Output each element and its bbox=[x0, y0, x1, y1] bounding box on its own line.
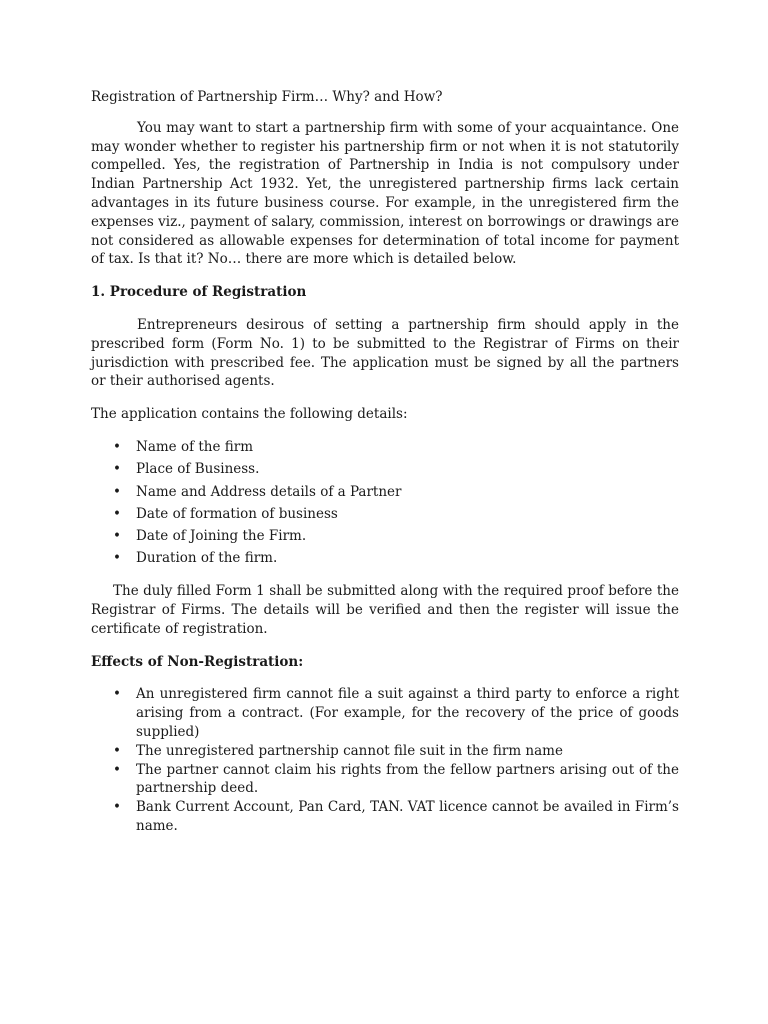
details-intro: The application contains the following details: bbox=[91, 406, 408, 423]
effects-list bbox=[91, 685, 679, 835]
bullet-icon: • bbox=[113, 742, 121, 759]
list-item bbox=[91, 527, 679, 546]
section-heading-effects: Effects of Non-Registration: bbox=[91, 653, 304, 670]
list-item-text: Name of the firm bbox=[136, 438, 254, 455]
intro-paragraph: You may want to start a partnership firm with some of your acquaintance. One may wonder whether to register his partnership firm or not when it is not statutorily compelled. Yes, the registration of Partnership in India is not compulsory under Indian Partnership Act 1932. Yet, the unregistered partnership firms lack certain advantages in its future business course. For example, in the unregistered firm the expenses viz., payment of salary, commission, interest on borrowings or drawings are not considered as allowable expenses for determination of total income for payment of tax. Is that it? No… there are more which is detailed below. bbox=[91, 119, 679, 268]
bullet-icon: • bbox=[113, 438, 121, 455]
bullet-icon: • bbox=[113, 799, 121, 816]
list-item bbox=[91, 549, 679, 568]
closing-paragraph: The duly filled Form 1 shall be submitted along with the required proof before the Registrar of Firms. The details will be verified and then the register will issue the certificate of registration. bbox=[91, 583, 679, 637]
list-item-text: Date of Joining the Firm. bbox=[136, 528, 307, 545]
list-item bbox=[91, 798, 679, 836]
list-item bbox=[91, 460, 679, 479]
document-page bbox=[91, 88, 679, 850]
list-item-text: Duration of the firm. bbox=[136, 550, 278, 567]
list-item bbox=[91, 483, 679, 502]
list-item bbox=[91, 761, 679, 799]
list-item-text: Place of Business. bbox=[136, 461, 260, 478]
details-list bbox=[91, 438, 679, 568]
bullet-icon: • bbox=[113, 483, 121, 500]
bullet-icon: • bbox=[113, 686, 121, 703]
list-item-text: The partner cannot claim his rights from the fellow partners arising out of the partnership deed. bbox=[136, 761, 679, 797]
list-item-text: Date of formation of business bbox=[136, 505, 338, 522]
list-item bbox=[91, 505, 679, 524]
bullet-icon: • bbox=[113, 528, 121, 545]
list-item-text: Bank Current Account, Pan Card, TAN. VAT licence cannot be availed in Firm’s name. bbox=[136, 799, 679, 834]
list-item-text: Name and Address details of a Partner bbox=[136, 483, 402, 500]
bullet-icon: • bbox=[113, 761, 121, 778]
document-title: Registration of Partnership Firm… Why? and How? bbox=[91, 89, 443, 105]
procedure-paragraph: Entrepreneurs desirous of setting a partnership firm should apply in the prescribed form (Form No. 1) to be submitted to the Registrar of Firms on their jurisdiction with prescribed fee. The application must be signed by all the partners or their authorised agents. bbox=[91, 316, 679, 390]
list-item bbox=[91, 685, 679, 741]
list-item-text: The unregistered partnership cannot file suit in the firm name bbox=[136, 742, 563, 759]
list-item bbox=[91, 438, 679, 457]
bullet-icon: • bbox=[113, 461, 121, 478]
section-heading-procedure: 1. Procedure of Registration bbox=[91, 284, 307, 301]
bullet-icon: • bbox=[113, 550, 121, 567]
list-item-text: An unregistered firm cannot file a suit against a third party to enforce a right arising from a contract. (For example, for the recovery of the price of goods supplied) bbox=[136, 686, 679, 741]
bullet-icon: • bbox=[113, 505, 121, 522]
list-item bbox=[91, 742, 679, 761]
